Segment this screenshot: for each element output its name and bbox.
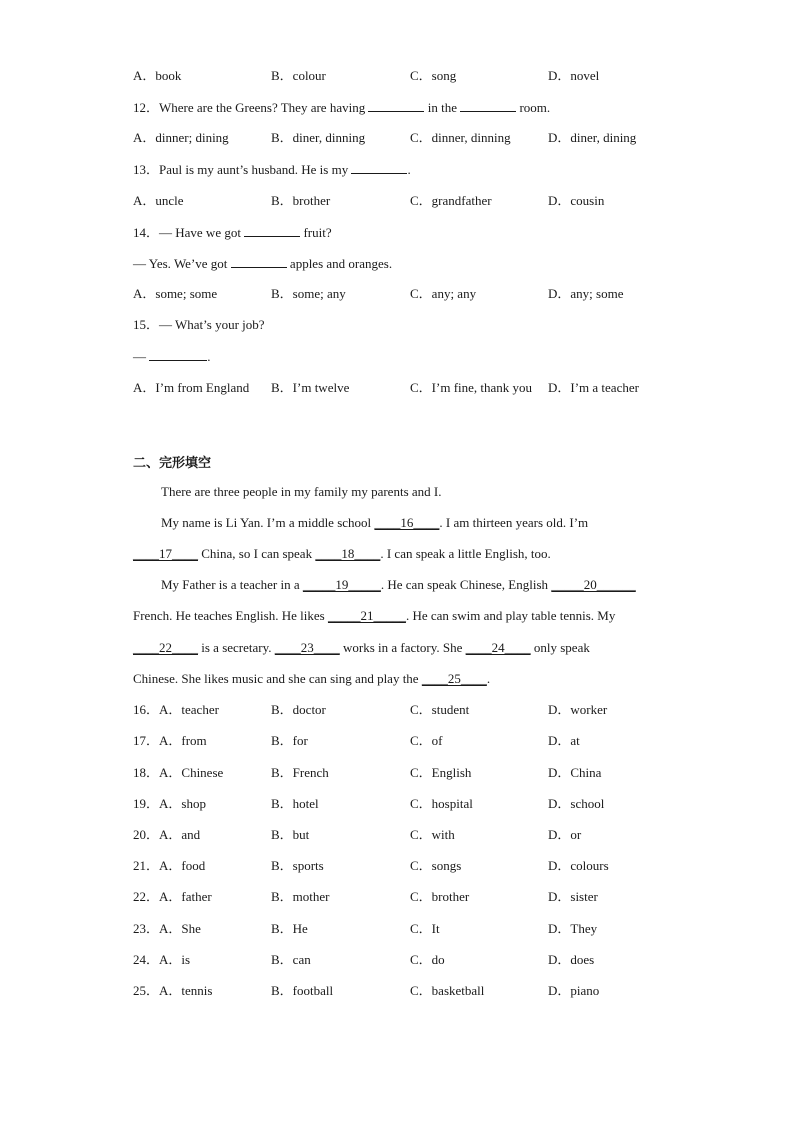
option-d: D．novel — [548, 68, 600, 83]
option-a: A．uncle — [133, 193, 184, 208]
option-d: D．school — [548, 796, 605, 811]
passage-text: There are three people in my family my parents and I. — [161, 484, 442, 499]
option-a — [133, 920, 201, 938]
blank-16: ____16____ — [374, 515, 440, 530]
option-c: C．songs — [410, 858, 462, 873]
passage-text: . — [486, 671, 491, 686]
passage-text: only speak — [530, 640, 590, 655]
passage-text: China, so I can speak — [198, 546, 316, 561]
q13-text: 13．Paul is my aunt’s husband. He is my — [133, 162, 352, 177]
blank-17: ____17____ — [133, 546, 198, 561]
option-c: C．brother — [410, 889, 470, 904]
option-c: C．any; any — [410, 286, 477, 301]
option-b: B．French — [271, 765, 329, 780]
option-d: D．diner, dining — [548, 130, 637, 145]
passage-line — [133, 607, 615, 625]
q15-text2-post: . — [207, 349, 211, 364]
blank-line — [231, 254, 287, 268]
q14-text2-post: apples and oranges. — [286, 256, 393, 271]
option-b: B．mother — [271, 889, 330, 904]
option-a — [133, 732, 207, 750]
q12-text-pre: 12．Where are the Greens? They are having — [133, 100, 369, 115]
option-d: D．at — [548, 733, 580, 748]
q12-stem — [133, 98, 550, 116]
option-a — [133, 701, 219, 719]
option-b: B．doctor — [271, 702, 326, 717]
blank-line — [351, 160, 407, 174]
option-b: B．brother — [271, 193, 331, 208]
question-number: 18． — [133, 765, 160, 780]
question-number: 16． — [133, 702, 160, 717]
option-a-text: A．tennis — [159, 983, 213, 998]
question-number: 21． — [133, 858, 160, 873]
option-c: C．with — [410, 827, 455, 842]
blank-line — [244, 223, 300, 237]
q12-text-post: room. — [516, 100, 551, 115]
passage-line — [161, 483, 441, 501]
option-c: C．It — [410, 921, 440, 936]
option-a — [133, 826, 200, 844]
option-a: A．some; some — [133, 286, 218, 301]
option-d: D．China — [548, 765, 602, 780]
q14-text-pre: 14．— Have we got — [133, 225, 245, 240]
blank-23: ____23____ — [274, 640, 340, 655]
passage-text: . He can swim and play table tennis. My — [405, 608, 616, 623]
q14-stem-line1 — [133, 223, 332, 241]
option-b: B．some; any — [271, 286, 346, 301]
blank-25: ____25____ — [421, 671, 487, 686]
blank-line — [460, 98, 516, 112]
question-number: 22． — [133, 889, 160, 904]
option-c: C．do — [410, 952, 445, 967]
option-c: C．dinner, dinning — [410, 130, 511, 145]
passage-text: is a secretary. — [198, 640, 275, 655]
option-a-text: A．teacher — [159, 702, 219, 717]
question-number: 23． — [133, 921, 160, 936]
option-a-text: A．Chinese — [159, 765, 224, 780]
option-a-text: A．food — [159, 858, 206, 873]
passage-text: . I am thirteen years old. I’m — [439, 515, 589, 530]
blank-18: ____18____ — [315, 546, 381, 561]
option-d: D．I’m a teacher — [548, 380, 639, 395]
option-c: C．hospital — [410, 796, 473, 811]
option-c: C．of — [410, 733, 443, 748]
option-c: C．basketball — [410, 983, 485, 998]
passage-text: . I can speak a little English, too. — [380, 546, 551, 561]
option-a: A．I’m from England — [133, 380, 250, 395]
option-b: B．can — [271, 952, 311, 967]
option-c: C．song — [410, 68, 457, 83]
q12-text-mid: in the — [424, 100, 461, 115]
option-d: D．colours — [548, 858, 609, 873]
option-a-text: A．from — [159, 733, 207, 748]
blank-line — [368, 98, 424, 112]
option-b: B．hotel — [271, 796, 319, 811]
q15-text: 15．— What’s your job? — [133, 317, 265, 332]
question-number: 17． — [133, 733, 160, 748]
q14-stem-line2 — [133, 254, 392, 272]
passage-line — [161, 576, 636, 594]
option-a: A．book — [133, 68, 182, 83]
option-b: B．sports — [271, 858, 324, 873]
option-b: B．diner, dinning — [271, 130, 366, 145]
option-a — [133, 795, 206, 813]
option-d: D．sister — [548, 889, 598, 904]
option-a-text: A．and — [159, 827, 201, 842]
q15-stem-line1 — [133, 316, 265, 334]
q15-stem-line2 — [133, 347, 211, 365]
option-b: B．I’m twelve — [271, 380, 350, 395]
q14-text-post: fruit? — [300, 225, 332, 240]
question-number: 19． — [133, 796, 160, 811]
q13-text-end: . — [407, 162, 411, 177]
option-a-text: A．shop — [159, 796, 206, 811]
option-c: C．grandfather — [410, 193, 492, 208]
passage-line — [133, 639, 590, 657]
option-a — [133, 951, 190, 969]
passage-line — [133, 545, 551, 563]
option-d: D．They — [548, 921, 598, 936]
question-number: 20． — [133, 827, 160, 842]
option-a-text: A．She — [159, 921, 201, 936]
passage-line — [133, 670, 490, 688]
blank-24: ____24____ — [465, 640, 531, 655]
option-d: D．worker — [548, 702, 608, 717]
passage-text: . He can speak Chinese, English — [380, 577, 552, 592]
option-b: B．colour — [271, 68, 326, 83]
question-number: 24． — [133, 952, 160, 967]
q14-text2-pre: — Yes. We’ve got — [133, 256, 231, 271]
option-b: B．football — [271, 983, 334, 998]
option-b: B．for — [271, 733, 308, 748]
passage-text: works in a factory. She — [339, 640, 466, 655]
option-a — [133, 982, 212, 1000]
option-c: C．I’m fine, thank you — [410, 380, 533, 395]
blank-19: _____19_____ — [302, 577, 381, 592]
option-d: D．does — [548, 952, 595, 967]
passage-text: My name is Li Yan. I’m a middle school — [161, 515, 375, 530]
option-b: B．He — [271, 921, 308, 936]
blank-21: _____21_____ — [327, 608, 406, 623]
blank-line — [149, 347, 207, 361]
blank-22: ____22____ — [133, 640, 198, 655]
option-a — [133, 764, 223, 782]
option-a-text: A．father — [159, 889, 212, 904]
passage-text: French. He teaches English. He likes — [133, 608, 328, 623]
option-d: D．or — [548, 827, 582, 842]
option-d: D．any; some — [548, 286, 624, 301]
passage-text: My Father is a teacher in a — [161, 577, 303, 592]
option-c: C．student — [410, 702, 470, 717]
option-d: D．piano — [548, 983, 600, 998]
blank-20: _____20______ — [551, 577, 636, 592]
q13-stem — [133, 160, 411, 178]
option-d: D．cousin — [548, 193, 605, 208]
option-a-text: A．is — [159, 952, 191, 967]
option-b: B．but — [271, 827, 310, 842]
q15-text2-pre: — — [133, 349, 150, 364]
question-number: 25． — [133, 983, 160, 998]
passage-line — [161, 514, 588, 532]
option-a: A．dinner; dining — [133, 130, 229, 145]
option-a — [133, 888, 212, 906]
passage-text: Chinese. She likes music and she can sing and play the — [133, 671, 422, 686]
section-title: 二、完形填空 — [133, 456, 212, 471]
option-a — [133, 857, 205, 875]
option-c: C．English — [410, 765, 472, 780]
